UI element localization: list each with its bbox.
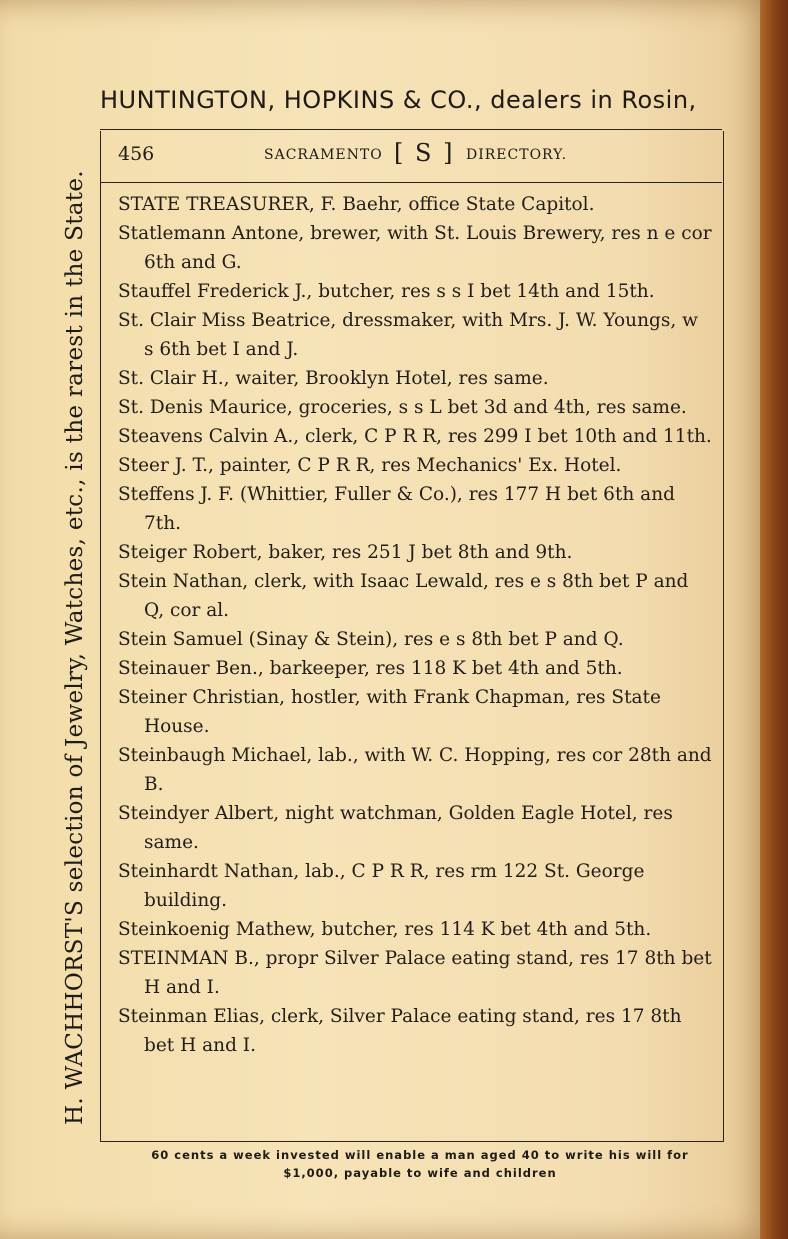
directory-entry: Stein Samuel (Sinay & Stein), res e s 8th bet P and Q.	[118, 629, 624, 650]
directory-entry: Stauffel Frederick J., butcher, res s s I bet 14th and 15th.	[118, 281, 655, 302]
directory-entry: St. Clair Miss Beatrice, dressmaker, with Mrs. J. W. Youngs, w s 6th bet I and J.	[118, 310, 698, 360]
directory-entry: Steavens Calvin A., clerk, C P R R, res 299 I bet 10th and 11th.	[118, 426, 712, 447]
directory-entry: St. Denis Maurice, groceries, s s L bet 3d and 4th, res same.	[118, 397, 687, 418]
directory-entry: Steinkoenig Mathew, butcher, res 114 K bet 4th and 5th.	[118, 919, 652, 940]
directory-entries	[118, 190, 712, 1060]
directory-entry: Steindyer Albert, night watchman, Golden Eagle Hotel, res same.	[118, 803, 673, 853]
directory-entry: STATE TREASURER, F. Baehr, office State Capitol.	[118, 194, 595, 215]
header-rule	[100, 129, 722, 130]
directory-entry: Statlemann Antone, brewer, with St. Louis Brewery, res n e cor 6th and G.	[118, 223, 712, 273]
footer-ad-line-1: 60 cents a week invested will enable a man aged 40 to write his will for	[151, 1148, 689, 1162]
running-head-city: SACRAMENTO	[264, 147, 383, 163]
directory-entry: Steffens J. F. (Whittier, Fuller & Co.), res 177 H bet 6th and 7th.	[118, 484, 675, 534]
running-head-rule	[100, 182, 722, 183]
running-head-letter: [ S ]	[394, 139, 455, 167]
page-number: 456	[118, 143, 155, 165]
book-binding-edge	[760, 0, 788, 1239]
directory-entry: Steinhardt Nathan, lab., C P R R, res rm 122 St. George building.	[118, 861, 645, 911]
directory-entry: Steiger Robert, baker, res 251 J bet 8th and 9th.	[118, 542, 573, 563]
directory-entry: St. Clair H., waiter, Brooklyn Hotel, res same.	[118, 368, 549, 389]
directory-entry: STEINMAN B., propr Silver Palace eating stand, res 17 8th bet H and I.	[118, 948, 712, 998]
footer-advertisement	[120, 1146, 720, 1182]
header-advertisement: HUNTINGTON, HOPKINS & CO., dealers in Rosin,	[100, 86, 697, 114]
side-advertisement: H. WACHHORST'S selection of Jewelry, Watches, etc., is the rarest in the State.	[62, 170, 88, 1125]
footer-rule	[100, 1141, 722, 1142]
footer-ad-line-2: $1,000, payable to wife and children	[283, 1166, 557, 1180]
directory-entry: Steinauer Ben., barkeeper, res 118 K bet 4th and 5th.	[118, 658, 623, 679]
directory-entry: Steer J. T., painter, C P R R, res Mechanics' Ex. Hotel.	[118, 455, 622, 476]
directory-entry: Stein Nathan, clerk, with Isaac Lewald, res e s 8th bet P and Q, cor al.	[118, 571, 689, 621]
directory-entry: Steiner Christian, hostler, with Frank Chapman, res State House.	[118, 687, 661, 737]
directory-entry: Steinman Elias, clerk, Silver Palace eating stand, res 17 8th bet H and I.	[118, 1006, 682, 1056]
running-head	[118, 141, 718, 171]
directory-entry: Steinbaugh Michael, lab., with W. C. Hopping, res cor 28th and B.	[118, 745, 712, 795]
running-head-directory: DIRECTORY.	[466, 147, 568, 163]
